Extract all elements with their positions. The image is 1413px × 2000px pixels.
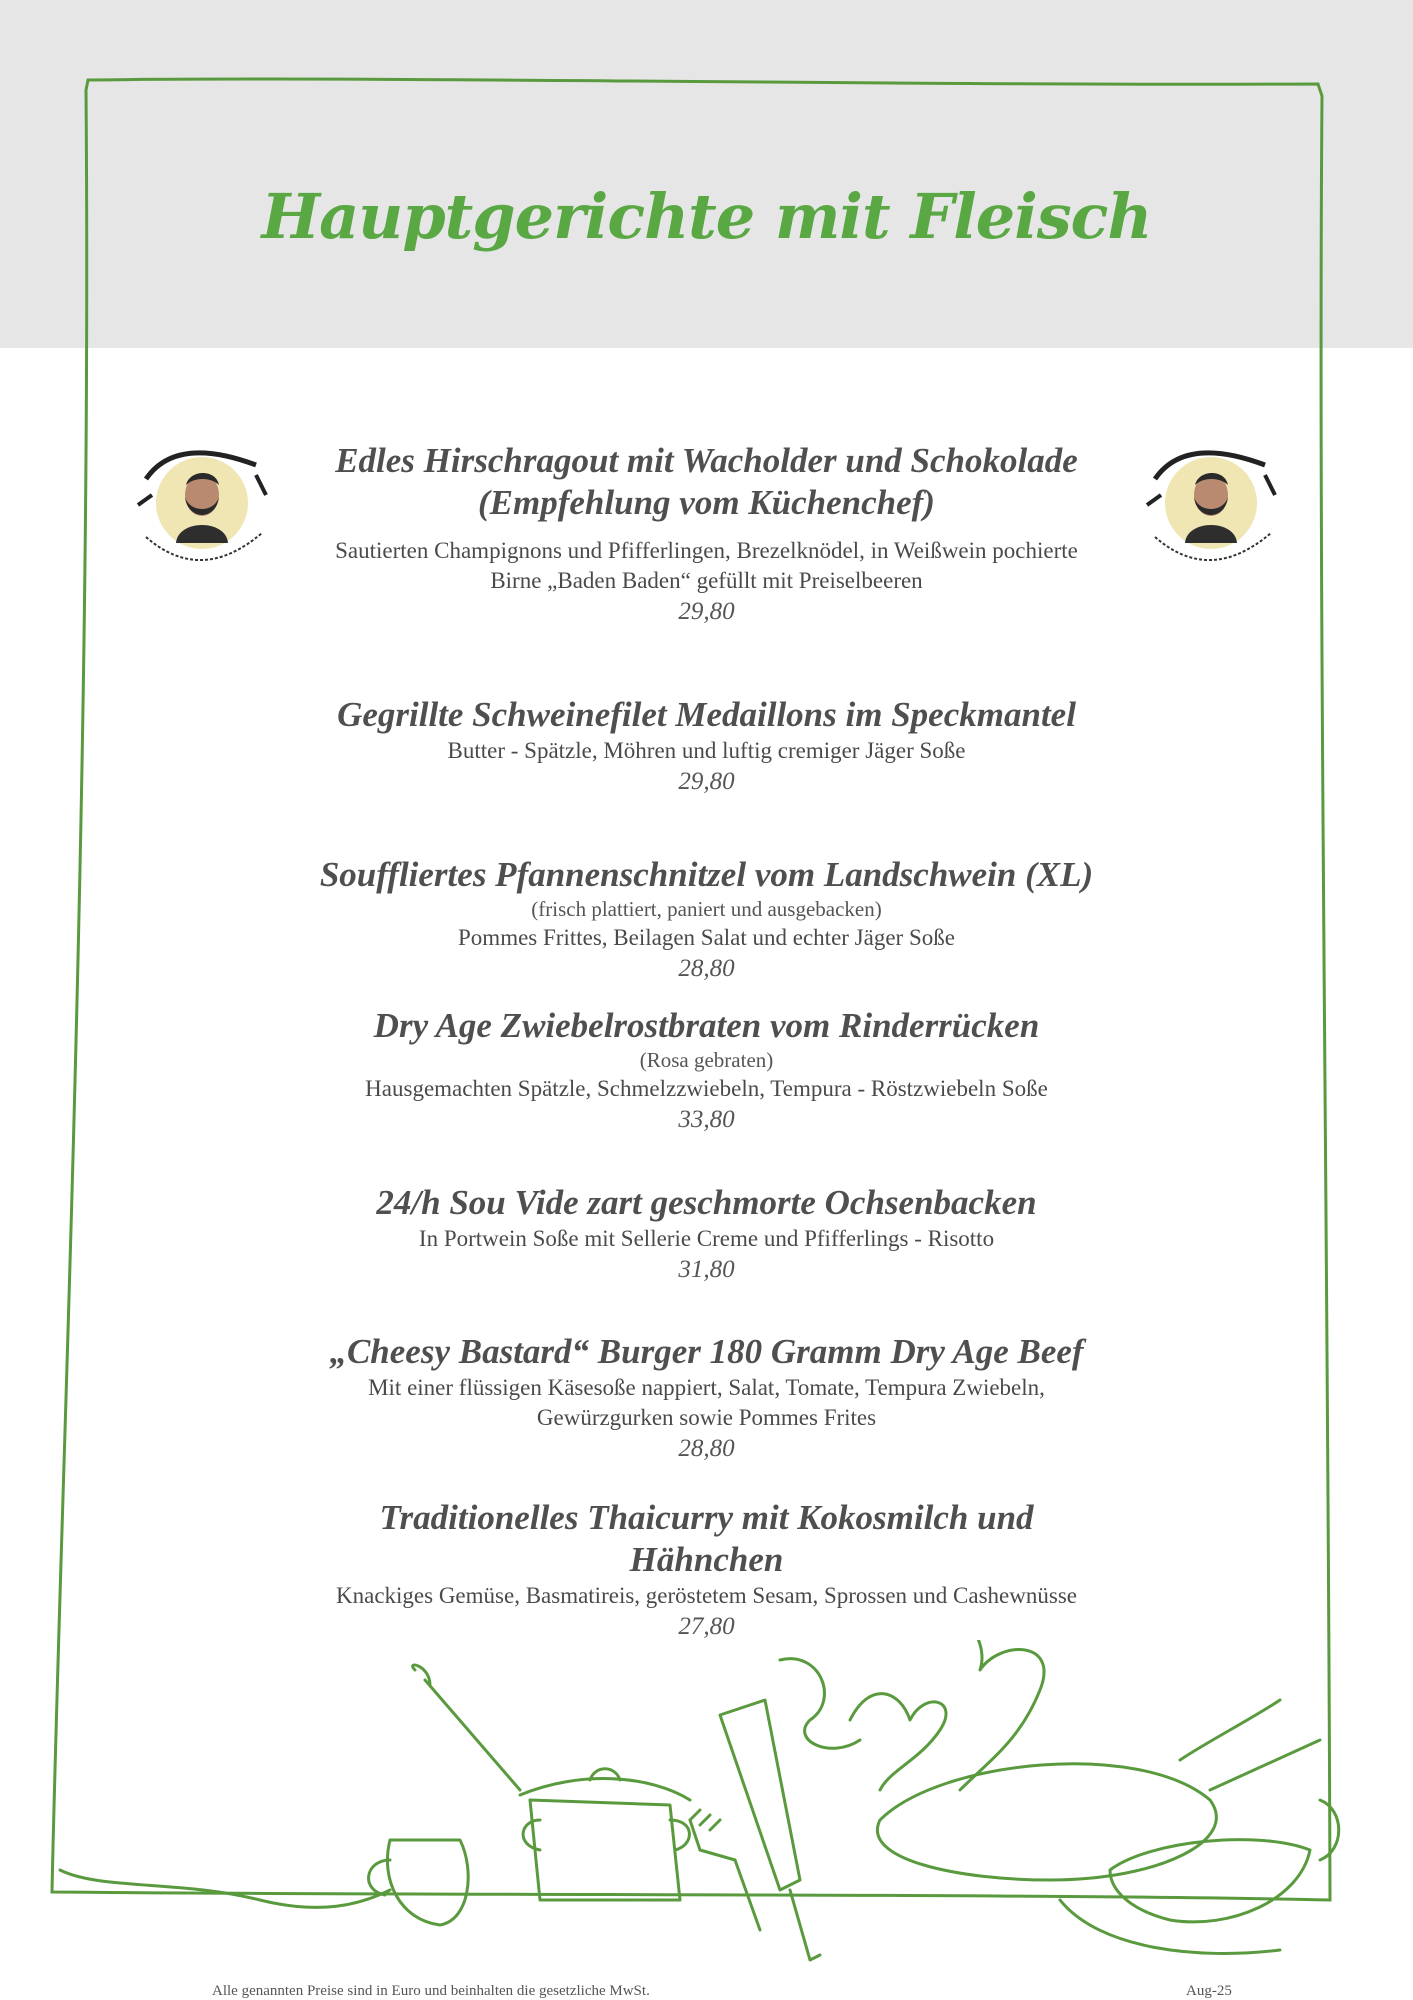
- dish-pfannenschnitzel: [240, 854, 1173, 985]
- menu-date: Aug-25: [1186, 1983, 1232, 1999]
- kitchen-utensils-illustration: [0, 1640, 1413, 2000]
- dish-description: Pommes Frittes, Beilagen Salat und echter Jäger Soße: [458, 925, 955, 950]
- header-band: [0, 0, 1413, 348]
- dish-price: 33,80: [678, 1106, 735, 1133]
- dish-description: Hausgemachten Spätzle, Schmelzzwiebeln, Tempura - Röstzwiebeln Soße: [365, 1076, 1048, 1101]
- dish-name: Edles Hirschragout mit Wacholder und Schokolade: [335, 441, 1078, 480]
- dish-description: Gewürzgurken sowie Pommes Frites: [536, 1405, 877, 1430]
- dish-price: 29,80: [678, 768, 735, 795]
- dish-hirschragout: [240, 440, 1173, 628]
- dish-name: 24/h Sou Vide zart geschmorte Ochsenbacken: [376, 1183, 1037, 1222]
- dish-schweinefilet: [240, 694, 1173, 798]
- dish-price: 31,80: [678, 1256, 735, 1283]
- dish-note: (Rosa gebraten): [639, 1048, 774, 1072]
- dish-name: „Cheesy Bastard“ Burger 180 Gramm Dry Age Beef: [329, 1332, 1084, 1371]
- dish-note: (frisch plattiert, paniert und ausgebacken): [531, 897, 882, 921]
- dish-description: Birne „Baden Baden“ gefüllt mit Preiselbeeren: [490, 568, 923, 593]
- dish-name: Gegrillte Schweinefilet Medaillons im Speckmantel: [337, 695, 1076, 734]
- dish-zwiebelrostbraten: [240, 1005, 1173, 1136]
- dish-name: Traditionelles Thaicurry mit Kokosmilch und: [379, 1498, 1034, 1537]
- dish-price: 27,80: [678, 1613, 735, 1640]
- dish-description: Mit einer flüssigen Käsesoße nappiert, Salat, Tomate, Tempura Zwiebeln,: [368, 1375, 1045, 1400]
- dish-name: Souffliertes Pfannenschnitzel vom Landschwein (XL): [319, 855, 1094, 894]
- dish-price: 29,80: [678, 598, 735, 625]
- dish-thaicurry: [240, 1497, 1173, 1643]
- dish-description: Butter - Spätzle, Möhren und luftig cremiger Jäger Soße: [447, 738, 966, 763]
- page-title: Hauptgerichte mit Fleisch: [261, 180, 1152, 253]
- dish-price: 28,80: [678, 955, 735, 982]
- dish-ochsenbacken: [240, 1182, 1173, 1286]
- dish-burger: [240, 1331, 1173, 1465]
- dish-price: 28,80: [678, 1435, 735, 1462]
- price-disclaimer: Alle genannten Preise sind in Euro und beinhalten die gesetzliche MwSt.: [212, 1983, 650, 1999]
- dish-name: Hähnchen: [629, 1540, 784, 1579]
- dish-name: Dry Age Zwiebelrostbraten vom Rinderrücken: [373, 1006, 1040, 1045]
- dish-description: Knackiges Gemüse, Basmatireis, geröstetem Sesam, Sprossen und Cashewnüsse: [336, 1583, 1077, 1608]
- dish-description: In Portwein Soße mit Sellerie Creme und Pfifferlings - Risotto: [418, 1226, 995, 1251]
- dish-description: Sautierten Champignons und Pfifferlingen, Brezelknödel, in Weißwein pochierte: [335, 538, 1078, 563]
- dish-name: (Empfehlung vom Küchenchef): [478, 483, 935, 522]
